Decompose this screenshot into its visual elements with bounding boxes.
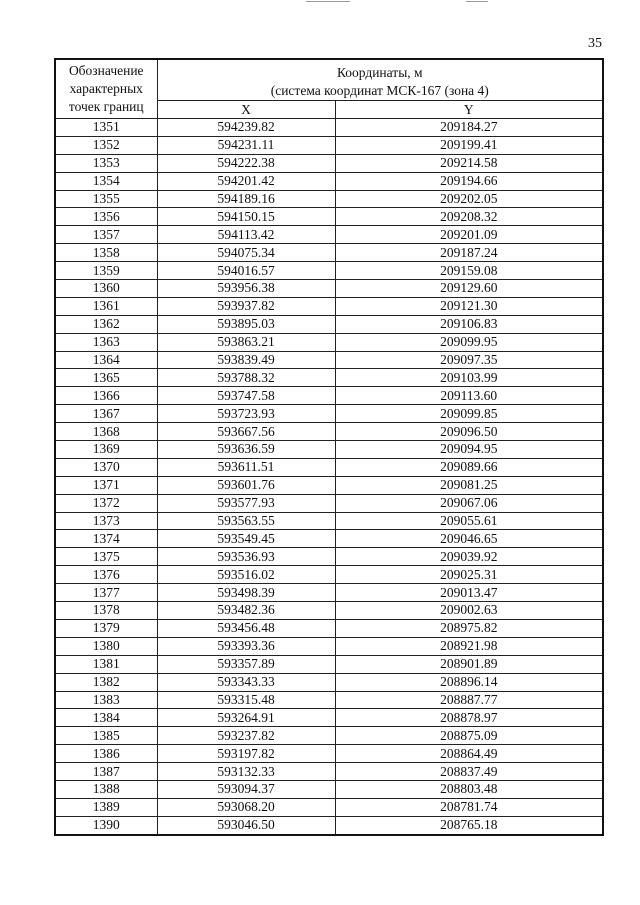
point-id-cell: 1357 — [55, 226, 157, 244]
table-row — [55, 709, 603, 727]
point-id-cell: 1351 — [55, 119, 157, 137]
point-id-cell: 1380 — [55, 637, 157, 655]
x-coordinate-cell: 593343.33 — [157, 673, 335, 691]
point-id-cell: 1369 — [55, 441, 157, 459]
y-coordinate-cell: 209208.32 — [335, 208, 603, 226]
point-id-cell: 1378 — [55, 602, 157, 620]
x-coordinate-cell: 594075.34 — [157, 244, 335, 262]
table-row — [55, 727, 603, 745]
x-coordinate-cell: 594201.42 — [157, 172, 335, 190]
x-coordinate-cell: 594113.42 — [157, 226, 335, 244]
table-row — [55, 566, 603, 584]
x-coordinate-cell: 593863.21 — [157, 333, 335, 351]
x-coordinate-cell: 594222.38 — [157, 154, 335, 172]
y-coordinate-cell: 209099.85 — [335, 405, 603, 423]
point-id-cell: 1353 — [55, 154, 157, 172]
table-row — [55, 655, 603, 673]
x-coordinate-cell: 593636.59 — [157, 441, 335, 459]
coordinate-system-title: (система координат МСК-167 (зона 4) — [270, 83, 489, 98]
table-row — [55, 763, 603, 781]
x-coordinate-cell: 593563.55 — [157, 512, 335, 530]
x-coordinate-cell: 593237.82 — [157, 727, 335, 745]
point-id-cell: 1368 — [55, 423, 157, 441]
y-coordinate-cell: 209046.65 — [335, 530, 603, 548]
point-id-cell: 1352 — [55, 136, 157, 154]
x-coordinate-cell: 593393.36 — [157, 637, 335, 655]
scan-mark — [466, 1, 488, 2]
y-coordinate-cell: 209184.27 — [335, 119, 603, 137]
page-number: 35 — [588, 36, 602, 51]
x-coordinate-cell: 594150.15 — [157, 208, 335, 226]
x-coordinate-cell: 593498.39 — [157, 584, 335, 602]
x-coordinate-cell: 593132.33 — [157, 763, 335, 781]
point-id-cell: 1354 — [55, 172, 157, 190]
x-coordinate-cell: 593549.45 — [157, 530, 335, 548]
table-row — [55, 208, 603, 226]
table-row — [55, 333, 603, 351]
table-row — [55, 190, 603, 208]
y-coordinate-cell: 209201.09 — [335, 226, 603, 244]
x-coordinate-cell: 593264.91 — [157, 709, 335, 727]
y-coordinate-cell: 209067.06 — [335, 494, 603, 512]
point-id-cell: 1358 — [55, 244, 157, 262]
x-coordinate-cell: 594231.11 — [157, 136, 335, 154]
x-coordinate-cell: 594016.57 — [157, 262, 335, 280]
page-top-edge-marks — [0, 0, 640, 4]
point-id-cell: 1360 — [55, 280, 157, 298]
table-row — [55, 602, 603, 620]
point-id-cell: 1375 — [55, 548, 157, 566]
table-row — [55, 494, 603, 512]
coordinates-table — [54, 58, 604, 836]
table-row — [55, 816, 603, 834]
table-row — [55, 280, 603, 298]
point-id-cell: 1387 — [55, 763, 157, 781]
y-coordinate-cell: 209089.66 — [335, 458, 603, 476]
y-coordinate-cell: 208864.49 — [335, 745, 603, 763]
y-coordinate-cell: 209002.63 — [335, 602, 603, 620]
y-coordinate-cell: 208803.48 — [335, 780, 603, 798]
point-id-cell: 1373 — [55, 512, 157, 530]
x-coordinate-cell: 593723.93 — [157, 405, 335, 423]
point-id-cell: 1385 — [55, 727, 157, 745]
y-coordinate-cell: 209187.24 — [335, 244, 603, 262]
point-id-cell: 1381 — [55, 655, 157, 673]
table-row — [55, 619, 603, 637]
y-coordinate-cell: 208875.09 — [335, 727, 603, 745]
y-coordinate-cell: 209099.95 — [335, 333, 603, 351]
point-id-cell: 1362 — [55, 315, 157, 333]
table-row — [55, 691, 603, 709]
x-coordinate-cell: 593839.49 — [157, 351, 335, 369]
y-coordinate-cell: 208975.82 — [335, 619, 603, 637]
y-coordinate-cell: 209202.05 — [335, 190, 603, 208]
scan-mark — [306, 1, 350, 2]
table-row — [55, 441, 603, 459]
y-coordinate-cell: 209039.92 — [335, 548, 603, 566]
y-coordinate-cell: 209013.47 — [335, 584, 603, 602]
table-row — [55, 226, 603, 244]
y-coordinate-cell: 209121.30 — [335, 297, 603, 315]
table-row — [55, 351, 603, 369]
x-coordinate-cell: 593456.48 — [157, 619, 335, 637]
point-id-cell: 1376 — [55, 566, 157, 584]
table-row — [55, 315, 603, 333]
y-coordinate-cell: 209094.95 — [335, 441, 603, 459]
table-body — [55, 119, 603, 835]
x-coordinate-cell: 593601.76 — [157, 476, 335, 494]
x-coordinate-cell: 593357.89 — [157, 655, 335, 673]
x-coordinate-cell: 593516.02 — [157, 566, 335, 584]
x-coordinate-cell: 593937.82 — [157, 297, 335, 315]
x-coordinate-cell: 594189.16 — [157, 190, 335, 208]
table-row — [55, 119, 603, 137]
x-coordinate-cell: 593577.93 — [157, 494, 335, 512]
header-label-line: Обозначение — [68, 63, 144, 78]
point-id-cell: 1367 — [55, 405, 157, 423]
y-coordinate-cell: 208921.98 — [335, 637, 603, 655]
point-id-cell: 1365 — [55, 369, 157, 387]
table-row — [55, 387, 603, 405]
x-coordinate-cell: 593956.38 — [157, 280, 335, 298]
y-coordinate-cell: 209159.08 — [335, 262, 603, 280]
x-column-header: X — [157, 101, 335, 119]
point-id-cell: 1383 — [55, 691, 157, 709]
y-coordinate-cell: 209055.61 — [335, 512, 603, 530]
table-row — [55, 244, 603, 262]
table-row — [55, 673, 603, 691]
y-coordinate-cell: 209096.50 — [335, 423, 603, 441]
x-coordinate-cell: 593611.51 — [157, 458, 335, 476]
coordinates-header — [157, 59, 603, 101]
point-id-cell: 1386 — [55, 745, 157, 763]
y-coordinate-cell: 209113.60 — [335, 387, 603, 405]
point-id-cell: 1388 — [55, 780, 157, 798]
x-coordinate-cell: 593788.32 — [157, 369, 335, 387]
table-row — [55, 297, 603, 315]
point-id-cell: 1384 — [55, 709, 157, 727]
table-row — [55, 136, 603, 154]
x-coordinate-cell: 593895.03 — [157, 315, 335, 333]
point-id-cell: 1374 — [55, 530, 157, 548]
point-id-cell: 1361 — [55, 297, 157, 315]
y-coordinate-cell: 208781.74 — [335, 798, 603, 816]
table-row — [55, 548, 603, 566]
header-label-line: характерных — [69, 81, 143, 96]
y-coordinate-cell: 209129.60 — [335, 280, 603, 298]
x-coordinate-cell: 593747.58 — [157, 387, 335, 405]
x-coordinate-cell: 593046.50 — [157, 816, 335, 834]
table-header — [55, 59, 603, 119]
y-column-header: Y — [335, 101, 603, 119]
y-coordinate-cell: 209106.83 — [335, 315, 603, 333]
x-coordinate-cell: 594239.82 — [157, 119, 335, 137]
point-id-cell: 1363 — [55, 333, 157, 351]
table-row — [55, 262, 603, 280]
y-coordinate-cell: 208837.49 — [335, 763, 603, 781]
y-coordinate-cell: 208765.18 — [335, 816, 603, 834]
y-coordinate-cell: 209199.41 — [335, 136, 603, 154]
point-id-cell: 1370 — [55, 458, 157, 476]
x-coordinate-cell: 593315.48 — [157, 691, 335, 709]
table-row — [55, 745, 603, 763]
x-coordinate-cell: 593536.93 — [157, 548, 335, 566]
y-coordinate-cell: 208878.97 — [335, 709, 603, 727]
y-coordinate-cell: 208901.89 — [335, 655, 603, 673]
point-id-cell: 1355 — [55, 190, 157, 208]
y-coordinate-cell: 208887.77 — [335, 691, 603, 709]
point-designation-header — [55, 59, 157, 119]
point-id-cell: 1359 — [55, 262, 157, 280]
y-coordinate-cell: 209214.58 — [335, 154, 603, 172]
y-coordinate-cell: 209194.66 — [335, 172, 603, 190]
table-row — [55, 423, 603, 441]
table-row — [55, 530, 603, 548]
y-coordinate-cell: 209081.25 — [335, 476, 603, 494]
point-id-cell: 1364 — [55, 351, 157, 369]
table-row — [55, 798, 603, 816]
table-row — [55, 458, 603, 476]
point-id-cell: 1377 — [55, 584, 157, 602]
point-id-cell: 1372 — [55, 494, 157, 512]
x-coordinate-cell: 593482.36 — [157, 602, 335, 620]
table-row — [55, 172, 603, 190]
table-row — [55, 512, 603, 530]
table-row — [55, 154, 603, 172]
x-coordinate-cell: 593094.37 — [157, 780, 335, 798]
y-coordinate-cell: 209103.99 — [335, 369, 603, 387]
point-id-cell: 1389 — [55, 798, 157, 816]
x-coordinate-cell: 593068.20 — [157, 798, 335, 816]
point-id-cell: 1356 — [55, 208, 157, 226]
table-row — [55, 476, 603, 494]
y-coordinate-cell: 208896.14 — [335, 673, 603, 691]
point-id-cell: 1390 — [55, 816, 157, 834]
y-coordinate-cell: 209025.31 — [335, 566, 603, 584]
table-row — [55, 637, 603, 655]
table-row — [55, 780, 603, 798]
x-coordinate-cell: 593667.56 — [157, 423, 335, 441]
y-coordinate-cell: 209097.35 — [335, 351, 603, 369]
x-coordinate-cell: 593197.82 — [157, 745, 335, 763]
table-row — [55, 405, 603, 423]
point-id-cell: 1379 — [55, 619, 157, 637]
coordinates-title: Координаты, м — [336, 65, 423, 80]
point-id-cell: 1382 — [55, 673, 157, 691]
table-row — [55, 369, 603, 387]
point-id-cell: 1371 — [55, 476, 157, 494]
header-label-line: точек границ — [68, 99, 144, 114]
point-id-cell: 1366 — [55, 387, 157, 405]
table-row — [55, 584, 603, 602]
